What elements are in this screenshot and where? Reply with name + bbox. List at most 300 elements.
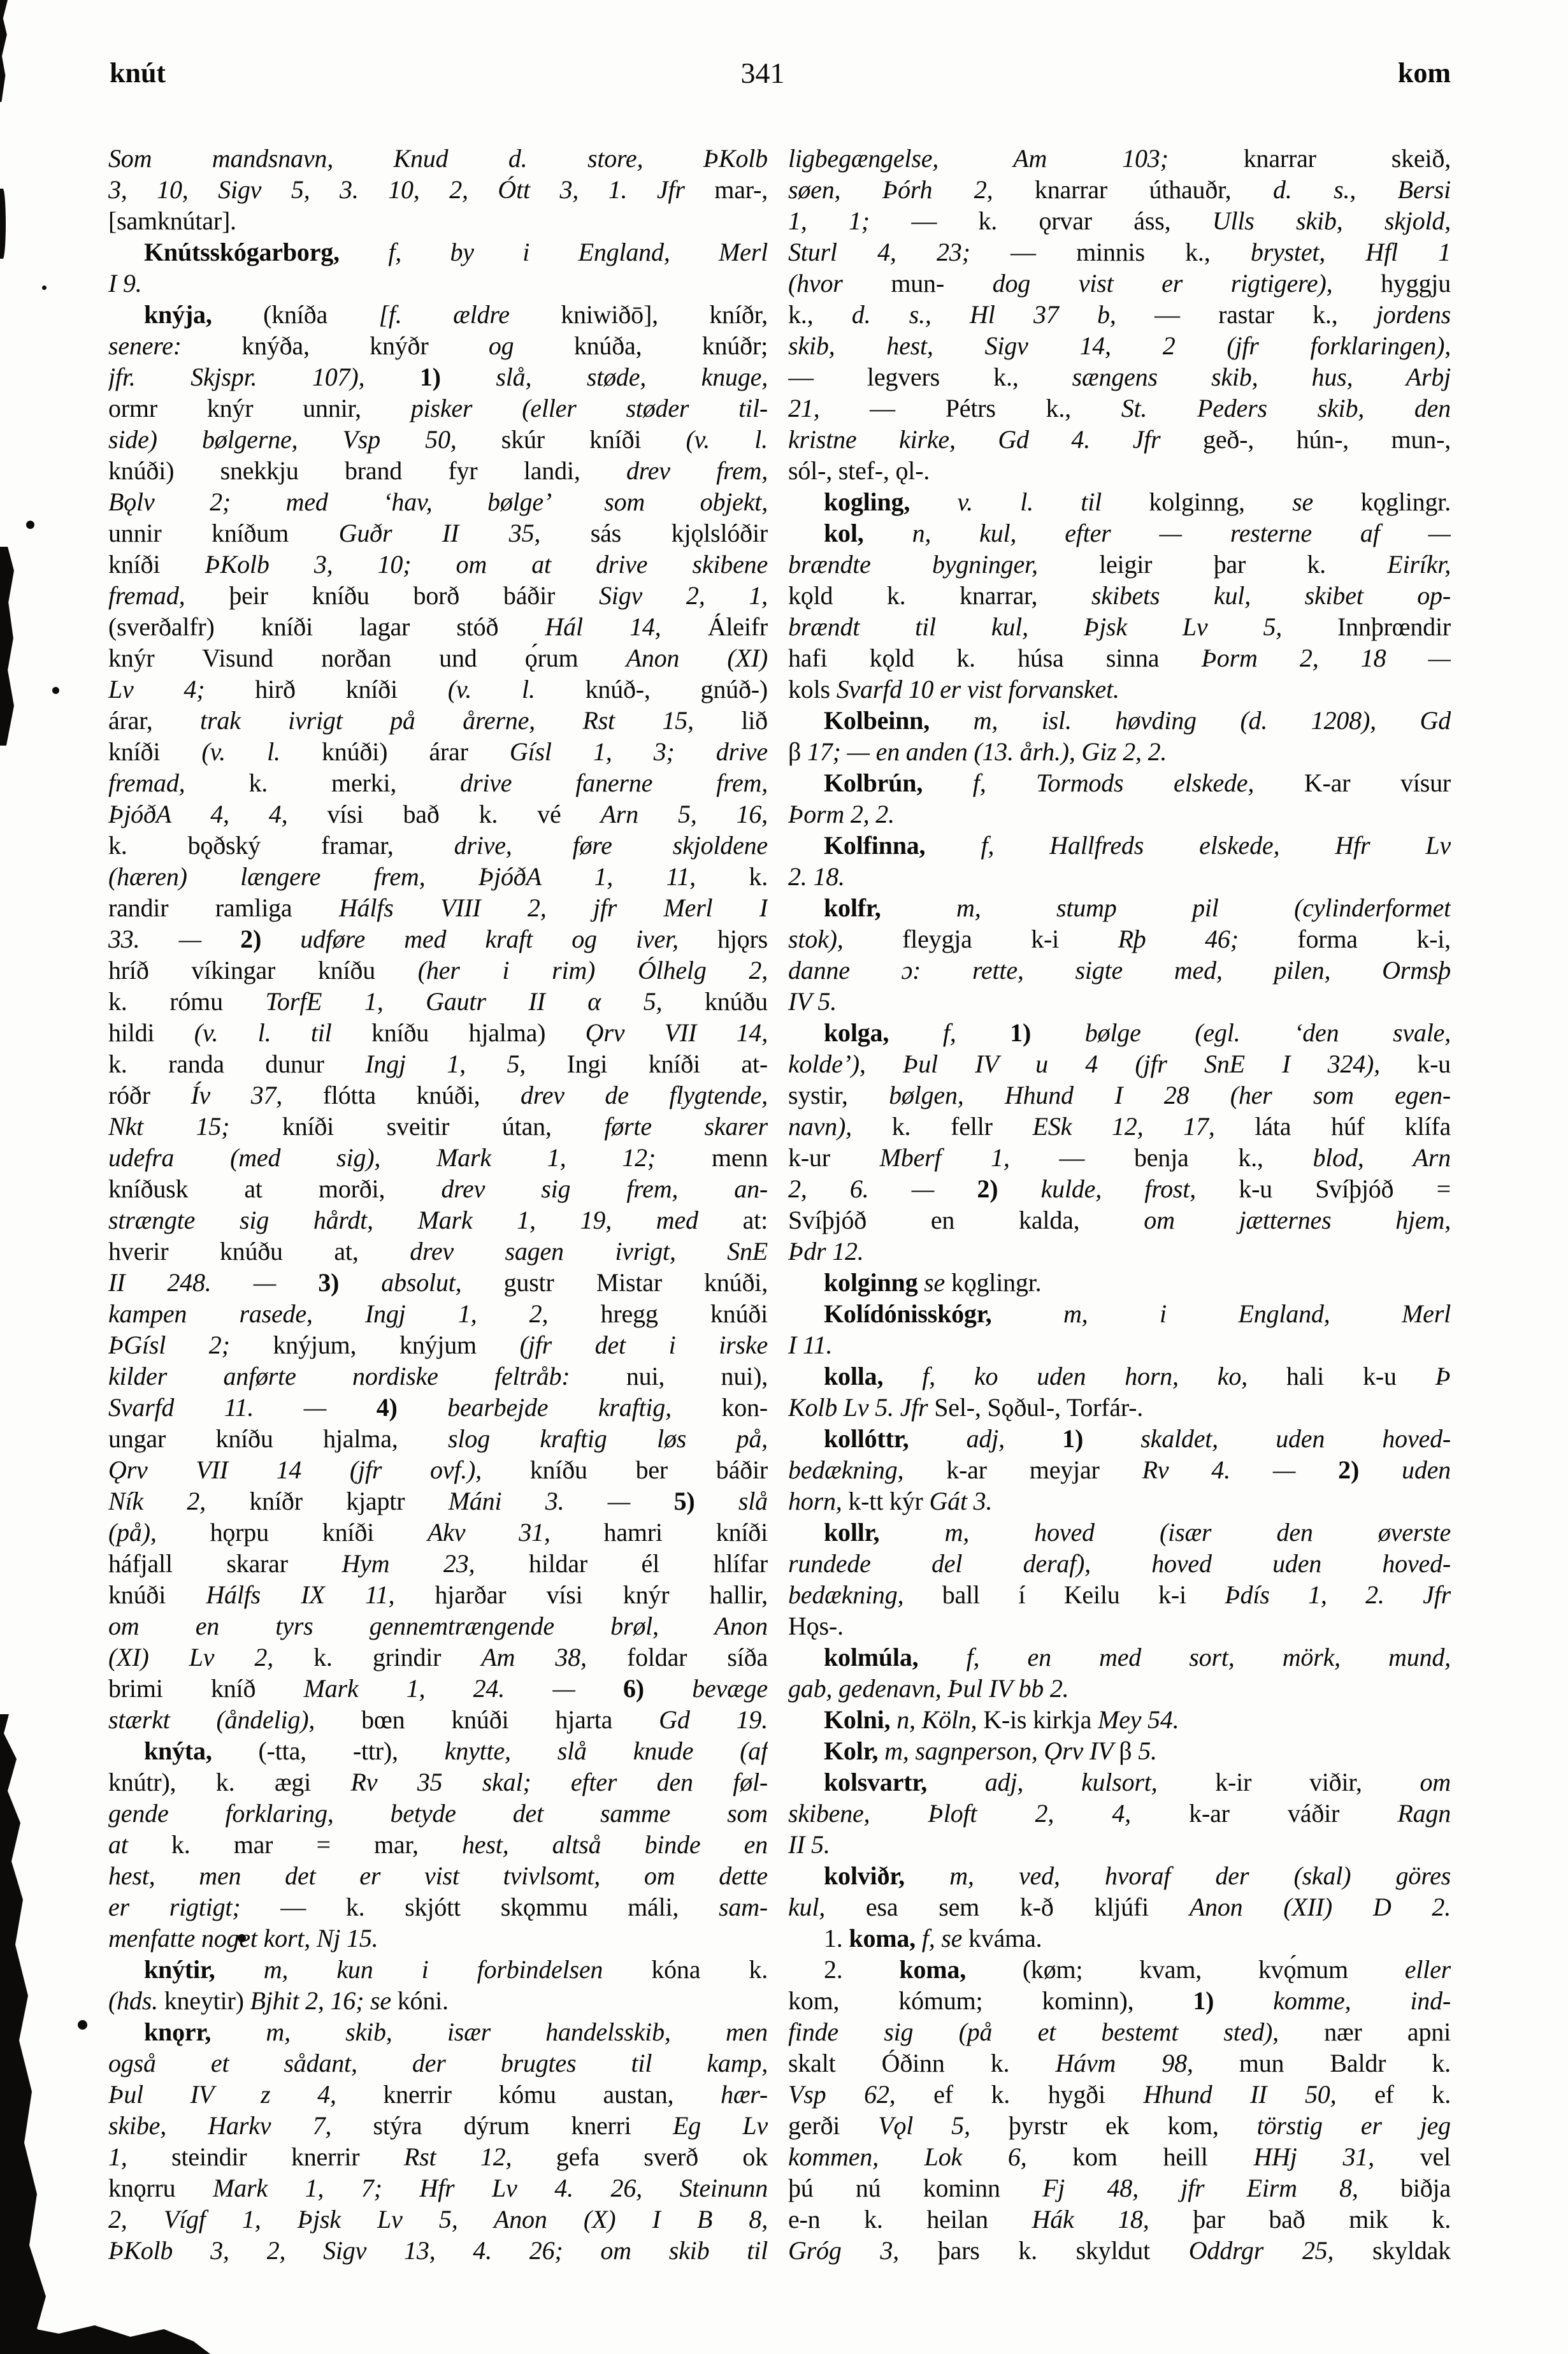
text-line (788, 580, 1451, 611)
body-text: hildi (108, 1018, 194, 1047)
text-line (108, 424, 768, 455)
body-text: systir, (788, 1081, 889, 1109)
text-line (108, 2141, 768, 2172)
body-text: f, Hallfreds elskede, Hfr Lv (981, 831, 1451, 860)
header-keyword-right: kom (1397, 57, 1451, 89)
body-text: (hvor (788, 269, 891, 298)
body-text: forma k-i, (1297, 925, 1451, 953)
body-text: stok), (788, 925, 903, 953)
text-line (108, 736, 768, 767)
body-text: førte skarer (604, 1112, 768, 1141)
body-text: hverir knúðu at, (108, 1237, 410, 1266)
text-line (788, 1735, 1451, 1766)
body-text: Akv 31, (427, 1518, 604, 1547)
body-text: biðja (1400, 2174, 1451, 2202)
body-text: Rst 12, (403, 2142, 556, 2171)
body-text: Sturl 4, 23; (788, 238, 1011, 266)
body-text: f, se (921, 1924, 969, 1953)
text-line (108, 580, 768, 611)
body-text: TorfE 1, Gautr II α 5, (265, 987, 705, 1016)
text-line (788, 1423, 1451, 1454)
text-line (108, 1798, 768, 1829)
body-text: jfr. Skjspr. 107), (108, 363, 420, 391)
text-line (788, 1298, 1451, 1329)
text-line (108, 861, 768, 892)
text-line (108, 2235, 768, 2266)
text-line (788, 1080, 1451, 1111)
body-text: ef k. (1374, 2080, 1451, 2109)
body-text: K-is kirkja (983, 1705, 1098, 1734)
body-text: þar bað mik k. (1193, 2205, 1451, 2234)
body-text: menfatte noget kort, Nj 15. (108, 1924, 378, 1953)
body-text: ungar kníðu hjalma, (108, 1424, 448, 1453)
text-line (788, 1236, 1451, 1267)
body-text: Kolb Lv 5. Jfr (788, 1393, 935, 1422)
body-text: gab, gedenavn, Þul IV bb 2. (788, 1674, 1069, 1703)
body-text: e-n k. heilan (788, 2205, 1032, 2234)
text-line (108, 2016, 768, 2047)
body-text: HHj 31, (1253, 2142, 1420, 2171)
text-line (788, 549, 1451, 580)
text-line (788, 1017, 1451, 1048)
body-text: f, Tormods elskede, (972, 769, 1304, 797)
right-text-column (788, 143, 1451, 2266)
text-line (108, 143, 768, 174)
body-text: og (488, 331, 574, 360)
text-line (108, 1361, 768, 1392)
text-line (788, 517, 1451, 549)
body-text: navn), (788, 1112, 892, 1141)
body-text: Am 38, (481, 1643, 627, 1672)
body-text: bœn knúði hjarta (361, 1705, 659, 1734)
text-line (108, 361, 768, 393)
body-text: — k. ǫrvar áss, (911, 206, 1212, 235)
body-text: Hál 14, (545, 612, 708, 641)
body-text: bevæge (692, 1674, 768, 1703)
body-text: Mberf 1, (879, 1143, 1060, 1172)
text-line (108, 642, 768, 674)
text-line (108, 923, 768, 955)
body-text: n, kul, efter — resterne af — (912, 519, 1451, 547)
body-text: k. bǫðský framar, (108, 831, 454, 860)
body-text: β (788, 737, 807, 766)
text-line (108, 1048, 768, 1080)
text-line (788, 455, 1451, 486)
body-text: Hǫs-. (788, 1612, 844, 1640)
body-text: k. randa dunur (108, 1050, 366, 1078)
body-text: kníði sveitir útan, (282, 1112, 605, 1141)
text-line (788, 2235, 1451, 2266)
body-text: kǫglingr. (951, 1268, 1042, 1297)
headword-text: kollr, (824, 1518, 945, 1547)
text-line (108, 393, 768, 424)
text-line (108, 986, 768, 1017)
body-text: þars k. skyldut (937, 2236, 1189, 2265)
body-text: Svíþjóð en kalda, (788, 1206, 1144, 1234)
body-text: komme, ind- (1273, 1986, 1451, 2015)
body-text: jordens (1376, 300, 1451, 329)
body-text: Þul IV z 4, (108, 2080, 384, 2109)
body-text: hildar él hlífar (528, 1549, 768, 1578)
body-text: 1, (108, 2142, 172, 2171)
text-line (788, 1204, 1451, 1236)
body-text: skyldak (1372, 2236, 1451, 2265)
headword-text: Kolbrún, (824, 769, 973, 797)
body-text: absolut, (381, 1268, 504, 1297)
body-text: geð-, hún-, mun-, (1203, 425, 1451, 454)
body-text: kníði (108, 550, 205, 579)
body-text: at: (742, 1206, 768, 1234)
body-text: törstig er jeg (1256, 2111, 1451, 2140)
headword-text: 1) (419, 363, 496, 391)
body-text: kristne kirke, Gd 4. Jfr (788, 425, 1204, 454)
text-line (108, 517, 768, 549)
body-text: Svarfd 11. — (108, 1393, 377, 1422)
body-text: k-u (1417, 1050, 1451, 1078)
body-text: brimi kníð (108, 1674, 304, 1703)
headword-text: Kolr, (824, 1737, 885, 1765)
text-line (788, 2079, 1451, 2110)
body-text: om jætternes hjem, (1144, 1206, 1451, 1234)
body-text: I 9. (108, 269, 142, 298)
text-line (108, 1173, 768, 1204)
body-text: se (1292, 487, 1361, 516)
body-text: steindir knerrir (171, 2142, 404, 2171)
text-line (108, 236, 768, 268)
body-text: — Pétrs k., (870, 394, 1121, 422)
body-text: kníðu hjalma) (371, 1018, 586, 1047)
body-text: knǫrru (108, 2174, 213, 2202)
text-line (108, 455, 768, 486)
body-text: knúði) árar (321, 737, 510, 766)
body-text: (v. l. (201, 737, 322, 766)
body-text: brændte bygninger, (788, 550, 1100, 579)
body-text: ÞGísl 2; (108, 1331, 273, 1359)
body-text: knerrir kómu austan, (383, 2080, 721, 2109)
body-text: kulde, frost, (1040, 1174, 1239, 1203)
body-text: Ingj 1, 5, (365, 1050, 567, 1078)
text-line (108, 1017, 768, 1048)
body-text: kníðu ber báðir (529, 1455, 768, 1484)
body-text: sás kjǫlslóðir (590, 519, 768, 547)
body-text: St. Peders skib, den (1121, 394, 1451, 422)
headword-text: knýja, (144, 300, 264, 329)
body-text: Hym 23, (342, 1549, 529, 1578)
text-line (788, 1766, 1451, 1798)
body-text: Rv 4. — (1142, 1455, 1339, 1484)
body-text: bølge (egl. ‘den svale, (1084, 1018, 1451, 1047)
text-line (788, 2172, 1451, 2204)
body-text: Guðr II 35, (338, 519, 591, 547)
body-text: at (108, 1830, 171, 1859)
body-text: kolginng, (1149, 487, 1293, 516)
body-text: sól-, stef-, ǫl-. (788, 456, 930, 485)
body-text: m, stump pil (cylinderformet (956, 893, 1451, 922)
body-text: 5. (1138, 1737, 1157, 1765)
body-text: Ragn (1397, 1799, 1451, 1828)
body-text: ÞjóðA 4, 4, (108, 800, 327, 828)
body-text: 2. (824, 1955, 900, 1984)
body-text: pisker (eller støder til- (410, 394, 768, 422)
text-line (108, 1610, 768, 1642)
body-text: ligbegængelse, Am 103; (788, 144, 1244, 173)
text-line (108, 268, 768, 299)
headword-text: kolsvartr, (824, 1768, 985, 1796)
body-text: knarrar úthauðr, (1034, 175, 1273, 204)
body-text: skibets kul, skibet op- (1091, 581, 1451, 610)
body-text: Fj 48, jfr Eirm 8, (1042, 2174, 1400, 2202)
text-line (108, 798, 768, 830)
body-text: Hák 18, (1032, 2205, 1193, 2234)
text-line (788, 861, 1451, 892)
headword-text: kolginng (824, 1268, 924, 1297)
body-text: f, by i England, Merl (388, 238, 768, 266)
body-text: Lv 4; (108, 675, 255, 704)
text-line (788, 1267, 1451, 1298)
headword-text: kolviðr, (824, 1861, 950, 1890)
body-text: — k. skjótt skǫmmu máli, (280, 1893, 719, 1921)
body-text: hest, men det er vist tvivlsomt, om dette (108, 1861, 768, 1890)
text-line (788, 1329, 1451, 1361)
body-text: skibene, Þloft 2, 4, (788, 1799, 1190, 1828)
body-text: knýr Visund norðan und ǫ́rum (108, 644, 626, 672)
body-text: m, hoved (især den øverste (944, 1518, 1451, 1547)
body-text: brændt til kul, Þjsk Lv 5, (788, 612, 1338, 641)
text-line (788, 2110, 1451, 2141)
headword-text: knýtir, (144, 1955, 264, 1984)
body-text: knýða, knýðr (241, 331, 489, 360)
text-line (108, 1329, 768, 1361)
headword-text: kollóttr, (824, 1424, 967, 1453)
body-text: — rastar k., (1154, 300, 1376, 329)
body-text: Þorm 2, 18 — (1201, 644, 1451, 672)
body-text: gerði (788, 2111, 879, 2140)
text-line (788, 1173, 1451, 1204)
text-line (108, 1923, 768, 1954)
body-text: sam- (719, 1893, 768, 1921)
body-text: ÞKolb 3, 2, Sigv 13, 4. 26; om skib til (108, 2236, 768, 2265)
headword-text: 6) (623, 1674, 693, 1703)
headword-text: 2) (240, 925, 301, 953)
headword-text: knýta, (144, 1737, 259, 1765)
body-text: k-u Svíþjóð = (1239, 1174, 1451, 1203)
body-text: [samknútar]. (108, 206, 236, 235)
text-line (788, 268, 1451, 299)
body-text: nui, nui), (626, 1362, 768, 1390)
body-text: adj, kulsort, (984, 1768, 1216, 1796)
body-text: Mark 1, 24. — (303, 1674, 623, 1703)
body-text: f, en med sort, mörk, mund, (966, 1643, 1451, 1672)
body-text: Sigv 2, 1, (598, 581, 768, 610)
text-line (108, 1298, 768, 1329)
body-text: Svarfd 10 er vist forvansket. (836, 675, 1119, 704)
body-text: Oddrgr 25, (1188, 2236, 1372, 2265)
text-line (788, 1517, 1451, 1548)
body-text: eller (1404, 1955, 1451, 1984)
body-text: hafi kǫld k. húsa sinna (788, 644, 1202, 672)
body-text: vísi bað k. vé (327, 800, 601, 828)
text-line (108, 174, 768, 205)
body-text: ormr knýr unnir, (108, 394, 411, 422)
body-text: flótta knúði, (322, 1081, 521, 1109)
body-text: kneytir) (164, 1986, 250, 2015)
text-line (108, 830, 768, 861)
body-text: kváma. (968, 1924, 1042, 1953)
body-text: hirð kníði (255, 675, 448, 704)
body-text: stærkt (åndelig), (108, 1705, 362, 1734)
body-text: kul, (788, 1893, 866, 1921)
body-text: adj, (966, 1424, 1063, 1453)
body-text: (her i rim) Ólhelg 2, (417, 956, 768, 985)
body-text: sængens skib, hus, Arbj (1072, 363, 1451, 391)
body-text: Ník 2, (108, 1487, 250, 1515)
body-text: hregg knúði (600, 1299, 768, 1328)
page-number: 341 (740, 57, 785, 89)
body-text: 3, 10, Sigv 5, 3. 10, 2, Ótt 3, 1. Jfr (108, 175, 715, 204)
text-line (108, 2079, 768, 2110)
headword-text: Kolídónisskógr, (824, 1299, 1063, 1328)
text-line (788, 2204, 1451, 2235)
body-text: Hálfs VIII 2, jfr Merl I (338, 893, 768, 922)
headword-text: kolga, (824, 1018, 943, 1047)
body-text: kolde’), Þul IV u 4 (jfr SnE I 324), (788, 1050, 1418, 1078)
headword-text: kogling, (824, 487, 958, 516)
body-text: — legvers k., (788, 363, 1072, 391)
headword-text: 2) (1338, 1455, 1402, 1484)
body-text: blod, Arn (1313, 1143, 1451, 1172)
body-text: f, (942, 1018, 1011, 1047)
body-text: brystet, Hfl 1 (1250, 238, 1451, 266)
body-text: K-ar vísur (1304, 769, 1451, 797)
text-line (788, 1642, 1451, 1673)
body-text: udefra (med sig), Mark 1, 12; (108, 1143, 712, 1172)
text-line (108, 1829, 768, 1860)
text-line (788, 1798, 1451, 1829)
body-text: hǫrpu kníði (210, 1518, 428, 1547)
body-text: kilder anførte nordiske feltråb: (108, 1362, 626, 1390)
body-text: láta húf klífa (1255, 1112, 1451, 1141)
body-text: II 248. — (108, 1268, 319, 1297)
text-line (788, 642, 1451, 674)
text-line (108, 1517, 768, 1548)
body-text: þú nú kominn (788, 2174, 1043, 2202)
text-line (788, 1923, 1451, 1954)
body-text: knútr), k. ægi (108, 1768, 351, 1796)
text-line (108, 705, 768, 736)
text-line (788, 1111, 1451, 1142)
text-line (108, 1236, 768, 1267)
text-line (108, 1642, 768, 1673)
text-line (788, 236, 1451, 268)
body-text: hjǫrs (717, 925, 768, 953)
body-text: skalt Óðinn k. (788, 2049, 1056, 2077)
text-line (108, 892, 768, 923)
body-text: Ív 37, (191, 1081, 323, 1109)
text-line (108, 767, 768, 798)
body-text: lið (741, 706, 768, 735)
text-line (108, 1954, 768, 1985)
text-line (788, 2141, 1451, 2172)
headword-text: kolla, (824, 1362, 923, 1390)
body-text: vel (1420, 2142, 1451, 2171)
scan-artifact-streak (0, 189, 6, 259)
body-text: (v. l. til (194, 1018, 371, 1047)
text-line (108, 2204, 768, 2235)
body-text: I 11. (788, 1331, 833, 1359)
body-text: Ǫrv VII 14 (jfr ovf.), (108, 1455, 530, 1484)
body-text: þyrstr ek kom, (1008, 2111, 1257, 2140)
body-text: foldar síða (626, 1643, 768, 1672)
body-text: knúða, knúðr; (573, 331, 768, 360)
body-text: k-ar váðir (1189, 1799, 1398, 1828)
body-text: knarrar skeið, (1243, 144, 1451, 173)
text-line (108, 1860, 768, 1891)
body-text: k-ur (788, 1143, 880, 1172)
body-text: Máni 3. — (448, 1487, 674, 1515)
headword-text: kol, (824, 519, 912, 547)
body-text: 1, 1; (788, 206, 912, 235)
body-text: f, ko uden horn, ko, (922, 1362, 1286, 1390)
body-text: kon- (721, 1393, 768, 1422)
text-line (108, 1548, 768, 1579)
body-text: (v. l. (447, 675, 586, 704)
body-text: Nkt 15; (108, 1112, 282, 1141)
headword-text: Kolfinna, (824, 831, 981, 860)
body-text: (køm; kvam, kvǫ́mum (1022, 1955, 1405, 1984)
body-text: (hæren) længere frem, ÞjóðA 1, 11, (108, 862, 749, 891)
body-text: mun Baldr k. (1239, 2049, 1451, 2077)
body-text: k-ar meyjar (946, 1455, 1142, 1484)
body-text: rundede del deraf), hoved uden hoved- (788, 1549, 1451, 1578)
body-text: kols (788, 675, 837, 704)
body-text: søen, Þórh 2, (788, 175, 1035, 204)
body-text: kommen, Lok 6, (788, 2142, 1073, 2171)
body-text: Þdr 12. (788, 1237, 864, 1266)
text-line (788, 1860, 1451, 1891)
text-line (788, 1891, 1451, 1923)
headword-text: 3) (318, 1268, 382, 1297)
text-line (788, 767, 1451, 798)
body-text: Arn 5, 16, (600, 800, 768, 828)
scan-artifact-streak (0, 547, 14, 746)
text-line (788, 986, 1451, 1017)
body-text: strængte sig hårdt, Mark 1, 19, med (108, 1206, 743, 1234)
body-text: m, i England, Merl (1063, 1299, 1451, 1328)
body-text: k. (749, 862, 768, 891)
text-line (788, 1829, 1451, 1860)
body-text: slå, støde, knuge, (496, 363, 768, 391)
body-text: er rigtigt; (108, 1893, 281, 1921)
body-text: bedækning, (788, 1455, 947, 1484)
body-text: Rþ 46; (1118, 925, 1298, 953)
text-line (788, 2047, 1451, 2079)
body-text: Eiríkr, (1387, 550, 1451, 579)
body-text: hríð víkingar kníðu (108, 956, 418, 985)
text-line (788, 299, 1451, 330)
body-text: m, kun i forbindelsen (263, 1955, 652, 1984)
body-text: kǫglingr. (1360, 487, 1451, 516)
text-line (108, 1423, 768, 1454)
text-line (788, 1579, 1451, 1610)
body-text: se (924, 1268, 951, 1297)
body-text: ESk 12, 17, (1032, 1112, 1255, 1141)
body-text: om (1420, 1768, 1451, 1796)
body-text: k. grindir (313, 1643, 482, 1672)
body-text: gustr Mistar knúði, (503, 1268, 768, 1297)
text-line (788, 205, 1451, 236)
body-text: menn (711, 1143, 768, 1172)
body-text: drive fanerne frem, (460, 769, 768, 797)
